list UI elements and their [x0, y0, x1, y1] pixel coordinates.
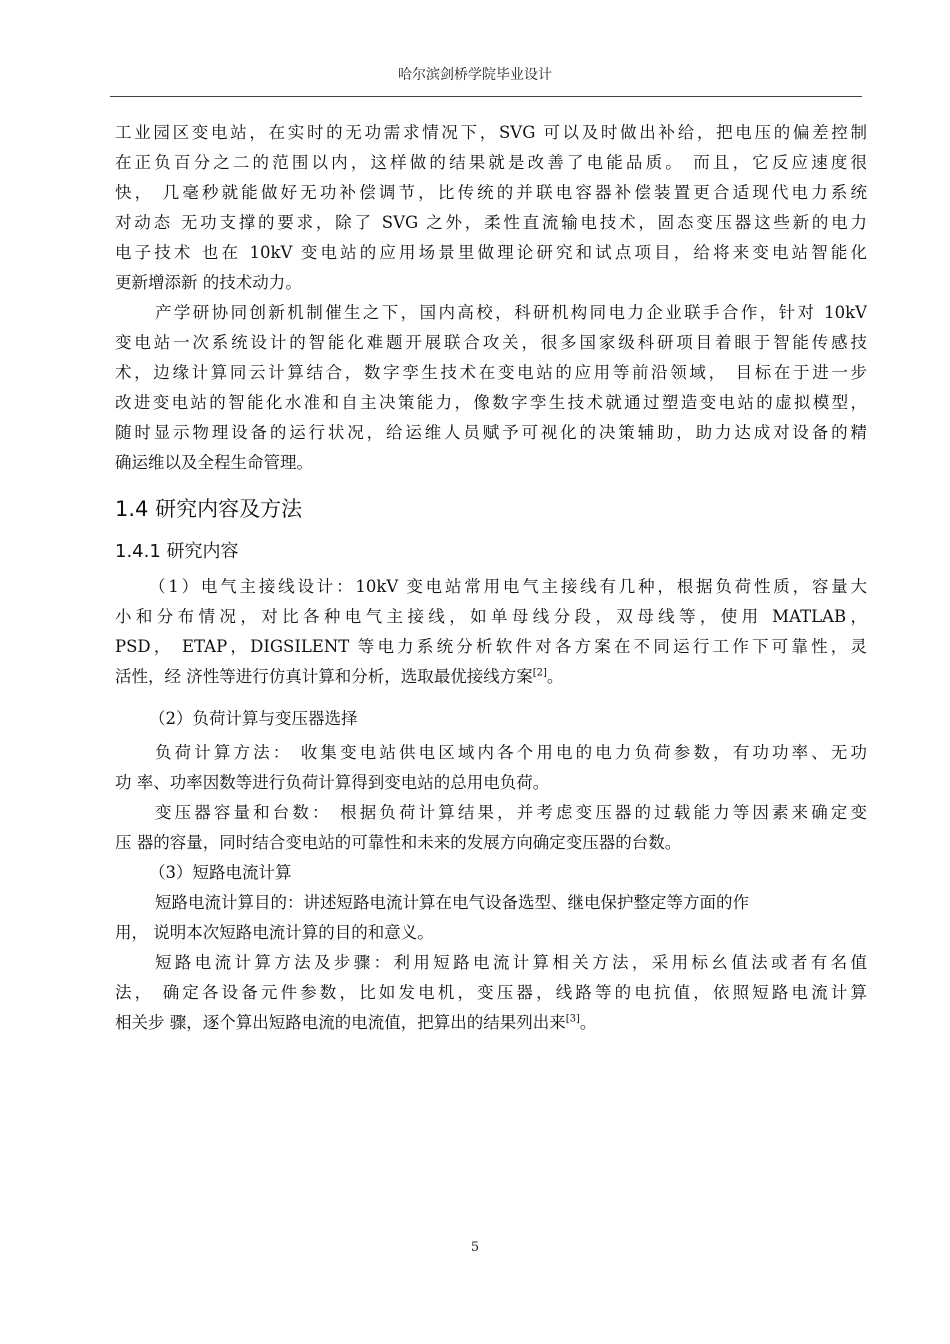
paragraph-load-calc [115, 738, 867, 798]
text-line [115, 1008, 867, 1038]
text-line: 负荷计算方法： 收集变电站供电区域内各个用电的电力负荷参数，有功功率、无功 [155, 743, 867, 762]
text-line: 更新增添新 的技术动力。 [115, 273, 302, 292]
text-run: 相关步 骤，逐个算出短路电流的电流值，把算出的结果列出来 [115, 1013, 566, 1032]
text-line: 术，边缘计算同云计算结合，数字孪生技术在变电站的应用等前沿领域， 目标在于进一步 [115, 363, 867, 382]
paragraph-transformer [115, 798, 867, 858]
header-rule [110, 96, 862, 97]
document-body [115, 118, 867, 1038]
text-run: 活性，经 济性等进行仿真计算和分析，选取最优接线方案 [115, 667, 533, 686]
paragraph-sc-method [115, 948, 867, 1038]
text-line [115, 662, 867, 692]
subsection-heading: 1.4.1 研究内容 [115, 541, 239, 562]
paragraph-research-cooperation [115, 298, 867, 478]
text-line: 随时显示物理设备的运行状况，给运维人员赋予可视化的决策辅助，助力达成对设备的精 [115, 423, 867, 442]
text-line: 快， 几毫秒就能做好无功补偿调节，比传统的并联电容器补偿装置更合适现代电力系统 [115, 183, 867, 202]
text-line: （1）电气主接线设计：10kV 变电站常用电气主接线有几种，根据负荷性质，容量大 [149, 577, 867, 596]
text-line: 变电站一次系统设计的智能化难题开展联合攻关，很多国家级科研项目着眼于智能传感技 [115, 333, 867, 352]
text-line: 在正负百分之二的范围以内，这样做的结果就是改善了电能品质。 而且，它反应速度很 [115, 153, 867, 172]
text-line: 法， 确定各设备元件参数，比如发电机，变压器，线路等的电抗值，依照短路电流计算 [115, 983, 867, 1002]
text-line: 确运维以及全程生命管理。 [115, 453, 313, 472]
text-line: 压 器的容量，同时结合变电站的可靠性和未来的发展方向确定变压器的台数。 [115, 833, 682, 852]
text-line: 对动态 无功支撑的要求，除了 SVG 之外，柔性直流输电技术，固态变压器这些新的电力 [115, 213, 867, 232]
item-main-wiring [115, 572, 867, 692]
citation-ref: [2] [532, 667, 547, 679]
punctuation: 。 [546, 667, 564, 686]
text-line: 短路电流计算方法及步骤：利用短路电流计算相关方法，采用标幺值法或者有名值 [155, 953, 867, 972]
text-line: 小和分布情况，对比各种电气主接线，如单母线分段，双母线等，使用 MATLAB， [115, 607, 867, 626]
text-line: 变压器容量和台数： 根据负荷计算结果，并考虑变压器的过载能力等因素来确定变 [155, 803, 867, 822]
page-header: 哈尔滨剑桥学院毕业设计 [398, 67, 552, 83]
text-line: 工业园区变电站，在实时的无功需求情况下，SVG 可以及时做出补给，把电压的偏差控制 [115, 123, 867, 142]
text-line: 用， 说明本次短路电流计算的目的和意义。 [115, 923, 434, 942]
spacer [115, 692, 867, 704]
text-line: PSD， ETAP，DIGSILENT 等电力系统分析软件对各方案在不同运行工作下可靠性，灵 [115, 637, 867, 656]
item-title-load: （2）负荷计算与变压器选择 [149, 709, 358, 728]
punctuation: 。 [579, 1013, 597, 1032]
text-line: 电子技术 也在 10kV 变电站的应用场景里做理论研究和试点项目，给将来变电站智能化 [115, 243, 867, 262]
section-heading: 1.4 研究内容及方法 [115, 497, 303, 521]
text-line: 功 率、功率因数等进行负荷计算得到变电站的总用电负荷。 [115, 773, 550, 792]
text-line: 产学研协同创新机制催生之下，国内高校，科研机构同电力企业联手合作，针对 10kV [155, 303, 867, 322]
item-title-short-circuit: （3）短路电流计算 [149, 863, 292, 882]
text-line: 短路电流计算目的：讲述短路电流计算在电气设备选型、继电保护整定等方面的作 [155, 893, 749, 912]
text-line: 改进变电站的智能化水准和自主决策能力，像数字孪生技术就通过塑造变电站的虚拟模型， [115, 393, 867, 412]
page-number: 5 [470, 1240, 480, 1255]
paragraph-sc-purpose [115, 888, 867, 948]
paragraph-svg [115, 118, 867, 298]
citation-ref: [3] [565, 1013, 580, 1025]
